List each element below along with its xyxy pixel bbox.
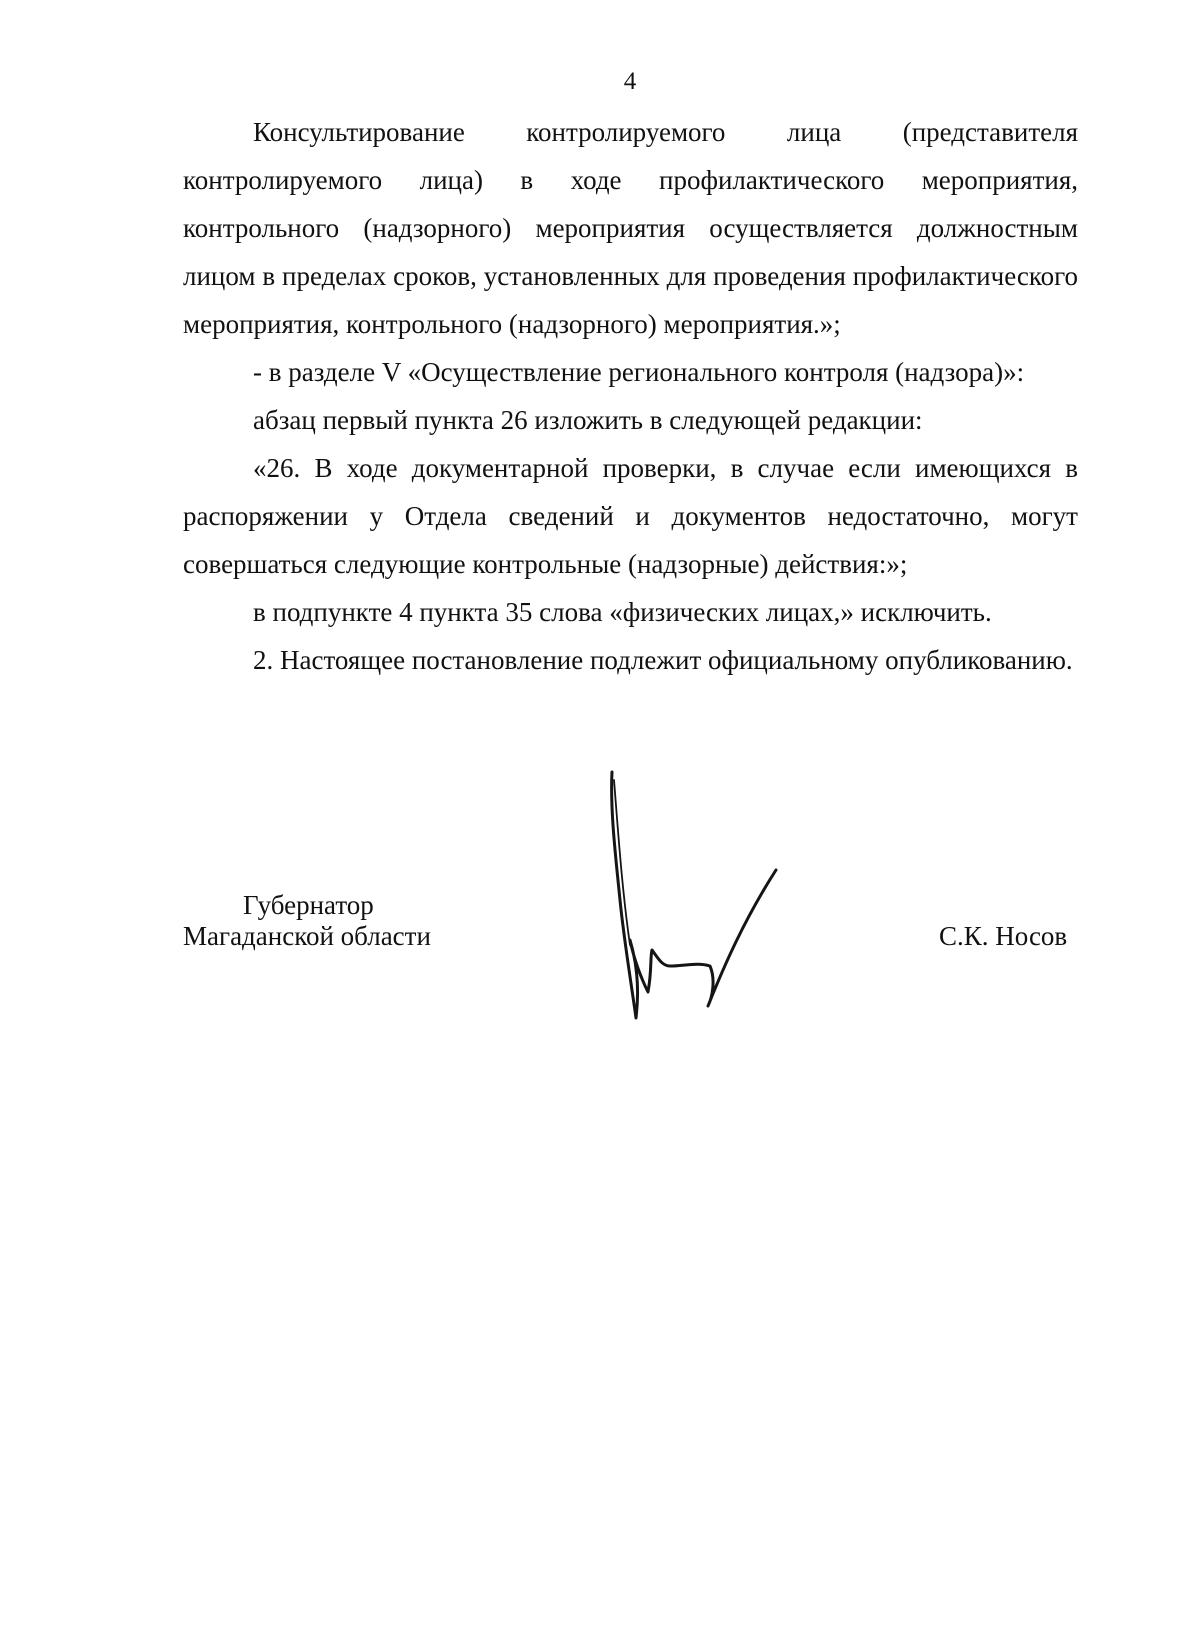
handwritten-signature xyxy=(600,770,820,1030)
signatory-position-region: Магаданской области xyxy=(183,921,431,951)
paragraph-section-v: - в разделе V «Осуществление регионального контроля (надзора)»: xyxy=(253,357,1025,387)
signatory-position-title: Губернатор xyxy=(243,890,374,920)
paragraph-item-26-intro: абзац первый пункта 26 изложить в следующей редакции: xyxy=(253,405,923,435)
signatory-position xyxy=(183,890,431,952)
paragraph-item-35: в подпункте 4 пункта 35 слова «физических лицах,» исключить. xyxy=(253,597,992,627)
paragraph-publication: 2. Настоящее постановление подлежит официальному опубликованию. xyxy=(253,645,1073,675)
paragraph-consulting: Консультирование контролируемого лица (представителя контролируемого лица) в ходе профилактического мероприятия, контрольного (надзорного) мероприятия осуществляется должностным лицом в пределах сроков, установленных для проведения профилактического мероприятия, контрольного (надзорного) мероприятия.»; xyxy=(183,117,1078,339)
paragraph-item-26-text: «26. В ходе документарной проверки, в случае если имеющихся в распоряжении у Отдела сведений и документов недостаточно, могут совершаться следующие контрольные (надзорные) действия:»; xyxy=(183,453,1078,579)
document-body xyxy=(183,108,1078,684)
signatory-name: С.К. Носов xyxy=(939,921,1068,951)
page-number: 4 xyxy=(623,68,637,95)
